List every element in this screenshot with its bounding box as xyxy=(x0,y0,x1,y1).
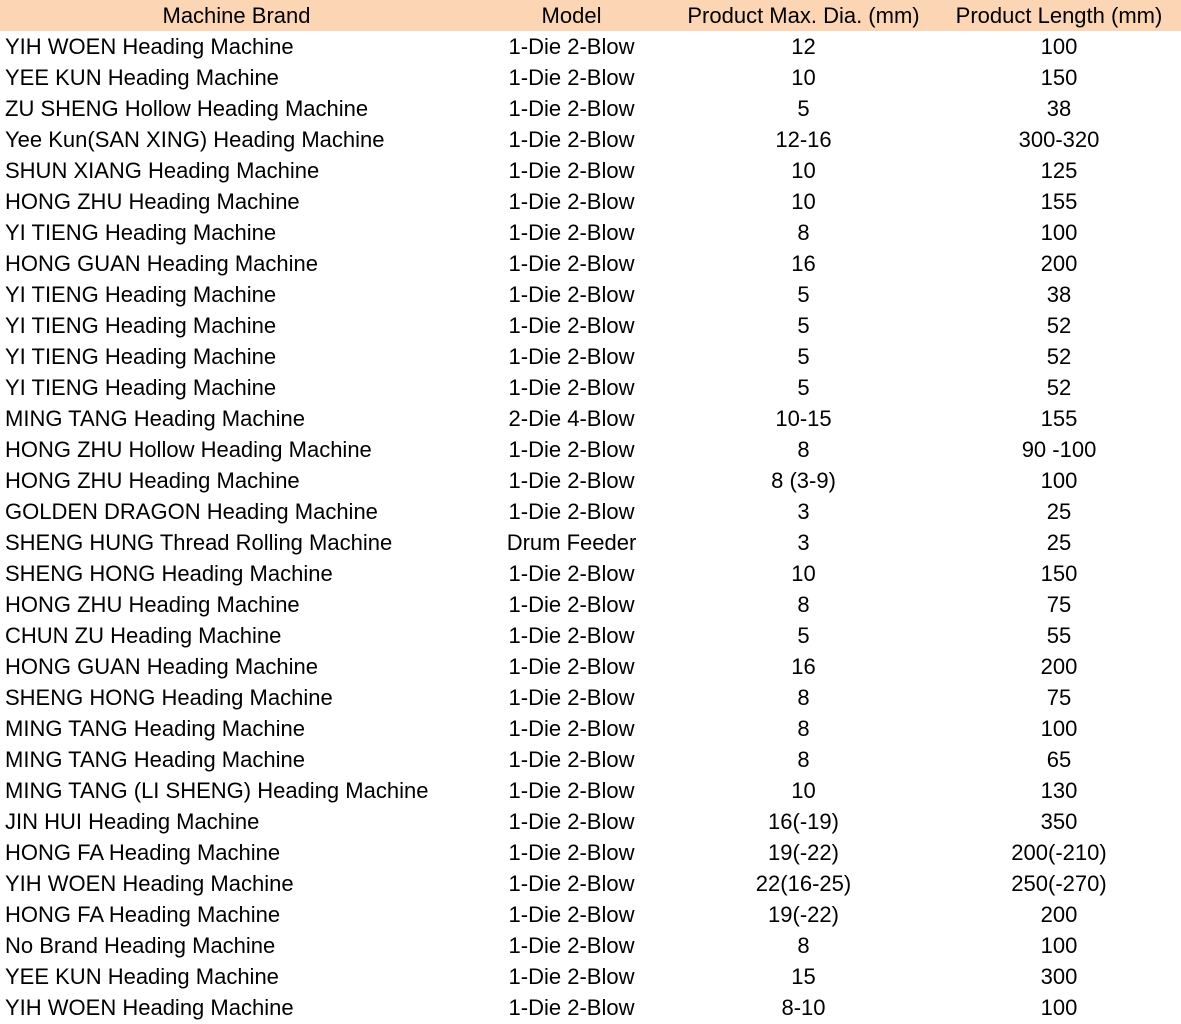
cell-model: 1-Die 2-Blow xyxy=(508,871,635,896)
cell-model: 1-Die 2-Blow xyxy=(508,747,635,772)
cell-product-max-dia: 19(-22) xyxy=(768,902,839,927)
table-row xyxy=(0,744,1181,775)
cell-model: 2-Die 4-Blow xyxy=(508,406,635,431)
cell-product-length: 155 xyxy=(1040,406,1078,431)
cell-product-max-dia: 22(16-25) xyxy=(755,871,852,896)
cell-model: 1-Die 2-Blow xyxy=(508,623,635,648)
cell-model: 1-Die 2-Blow xyxy=(508,158,635,183)
header-machine-brand: Machine Brand xyxy=(162,3,311,28)
table-row xyxy=(0,806,1181,837)
cell-model: 1-Die 2-Blow xyxy=(508,251,635,276)
cell-product-max-dia: 10-15 xyxy=(775,406,832,431)
table-row xyxy=(0,837,1181,868)
table-row xyxy=(0,310,1181,341)
cell-product-max-dia: 8 (3-9) xyxy=(771,468,836,493)
cell-machine-brand: MING TANG Heading Machine xyxy=(5,406,305,431)
cell-machine-brand: HONG GUAN Heading Machine xyxy=(5,251,319,276)
cell-model: 1-Die 2-Blow xyxy=(508,995,635,1020)
cell-product-length: 150 xyxy=(1040,65,1078,90)
cell-product-length: 75 xyxy=(1046,592,1072,617)
cell-model: 1-Die 2-Blow xyxy=(508,344,635,369)
table-row xyxy=(0,589,1181,620)
cell-product-length: 100 xyxy=(1040,716,1078,741)
cell-machine-brand: HONG ZHU Hollow Heading Machine xyxy=(5,437,372,462)
cell-model: 1-Die 2-Blow xyxy=(508,313,635,338)
cell-machine-brand: HONG FA Heading Machine xyxy=(5,840,281,865)
cell-product-max-dia: 8 xyxy=(797,933,810,958)
header-product-max-dia: Product Max. Dia. (mm) xyxy=(687,3,920,28)
cell-product-length: 200 xyxy=(1040,251,1078,276)
cell-product-length: 65 xyxy=(1046,747,1072,772)
table-row xyxy=(0,713,1181,744)
cell-machine-brand: YIH WOEN Heading Machine xyxy=(5,995,294,1020)
cell-model: 1-Die 2-Blow xyxy=(508,96,635,121)
table-row xyxy=(0,279,1181,310)
cell-machine-brand: JIN HUI Heading Machine xyxy=(5,809,260,834)
cell-product-length: 130 xyxy=(1040,778,1078,803)
cell-model: Drum Feeder xyxy=(506,530,637,555)
table-row xyxy=(0,434,1181,465)
cell-product-length: 250(-270) xyxy=(1011,871,1107,896)
header-product-length: Product Length (mm) xyxy=(955,3,1163,28)
cell-machine-brand: SHUN XIANG Heading Machine xyxy=(5,158,320,183)
cell-product-length: 200 xyxy=(1040,654,1078,679)
cell-product-length: 155 xyxy=(1040,189,1078,214)
cell-product-length: 350 xyxy=(1040,809,1078,834)
cell-machine-brand: HONG GUAN Heading Machine xyxy=(5,654,319,679)
cell-model: 1-Die 2-Blow xyxy=(508,127,635,152)
cell-product-length: 100 xyxy=(1040,468,1078,493)
cell-machine-brand: SHENG HONG Heading Machine xyxy=(5,685,333,710)
table-row xyxy=(0,62,1181,93)
cell-machine-brand: MING TANG (LI SHENG) Heading Machine xyxy=(5,778,429,803)
cell-product-max-dia: 10 xyxy=(791,65,816,90)
table-row xyxy=(0,248,1181,279)
cell-product-max-dia: 16 xyxy=(791,251,816,276)
cell-machine-brand: YIH WOEN Heading Machine xyxy=(5,34,294,59)
cell-product-length: 200(-210) xyxy=(1011,840,1107,865)
table-row xyxy=(0,124,1181,155)
cell-product-length: 100 xyxy=(1040,995,1078,1020)
cell-model: 1-Die 2-Blow xyxy=(508,685,635,710)
table-row xyxy=(0,558,1181,589)
cell-product-max-dia: 8 xyxy=(797,685,810,710)
cell-product-length: 90 -100 xyxy=(1021,437,1097,462)
header-row xyxy=(0,0,1181,31)
cell-model: 1-Die 2-Blow xyxy=(508,499,635,524)
table-row xyxy=(0,465,1181,496)
cell-product-length: 55 xyxy=(1046,623,1072,648)
cell-model: 1-Die 2-Blow xyxy=(508,592,635,617)
cell-product-max-dia: 16(-19) xyxy=(768,809,839,834)
cell-product-length: 200 xyxy=(1040,902,1078,927)
cell-product-max-dia: 8 xyxy=(797,592,810,617)
table-body xyxy=(0,31,1181,1023)
cell-product-length: 75 xyxy=(1046,685,1072,710)
cell-product-max-dia: 5 xyxy=(797,313,810,338)
cell-product-max-dia: 8 xyxy=(797,716,810,741)
cell-product-max-dia: 8 xyxy=(797,747,810,772)
table-row xyxy=(0,496,1181,527)
cell-model: 1-Die 2-Blow xyxy=(508,964,635,989)
cell-product-length: 52 xyxy=(1046,344,1072,369)
cell-product-max-dia: 8 xyxy=(797,437,810,462)
cell-model: 1-Die 2-Blow xyxy=(508,778,635,803)
cell-product-length: 125 xyxy=(1040,158,1078,183)
cell-machine-brand: YI TIENG Heading Machine xyxy=(5,220,277,245)
cell-product-max-dia: 12 xyxy=(791,34,816,59)
cell-product-max-dia: 10 xyxy=(791,561,816,586)
cell-product-max-dia: 19(-22) xyxy=(768,840,839,865)
cell-product-max-dia: 3 xyxy=(797,530,810,555)
cell-product-max-dia: 10 xyxy=(791,778,816,803)
cell-model: 1-Die 2-Blow xyxy=(508,933,635,958)
cell-product-max-dia: 16 xyxy=(791,654,816,679)
table-row xyxy=(0,403,1181,434)
table-row xyxy=(0,868,1181,899)
table-row xyxy=(0,961,1181,992)
cell-model: 1-Die 2-Blow xyxy=(508,220,635,245)
cell-machine-brand: MING TANG Heading Machine xyxy=(5,747,305,772)
table-row xyxy=(0,155,1181,186)
cell-machine-brand: Yee Kun(SAN XING) Heading Machine xyxy=(5,127,385,152)
cell-product-length: 38 xyxy=(1046,96,1072,121)
cell-machine-brand: SHENG HUNG Thread Rolling Machine xyxy=(5,530,393,555)
cell-product-max-dia: 8-10 xyxy=(781,995,826,1020)
table-row xyxy=(0,682,1181,713)
cell-machine-brand: MING TANG Heading Machine xyxy=(5,716,305,741)
cell-machine-brand: YI TIENG Heading Machine xyxy=(5,375,277,400)
cell-model: 1-Die 2-Blow xyxy=(508,840,635,865)
cell-machine-brand: No Brand Heading Machine xyxy=(5,933,276,958)
cell-machine-brand: HONG ZHU Heading Machine xyxy=(5,189,300,214)
cell-product-max-dia: 8 xyxy=(797,220,810,245)
table-row xyxy=(0,186,1181,217)
cell-product-length: 100 xyxy=(1040,933,1078,958)
cell-machine-brand: YI TIENG Heading Machine xyxy=(5,344,277,369)
cell-machine-brand: YI TIENG Heading Machine xyxy=(5,313,277,338)
header-model: Model xyxy=(541,3,602,28)
table-row xyxy=(0,775,1181,806)
table-row xyxy=(0,992,1181,1023)
cell-model: 1-Die 2-Blow xyxy=(508,437,635,462)
cell-product-length: 38 xyxy=(1046,282,1072,307)
cell-product-length: 100 xyxy=(1040,220,1078,245)
cell-product-length: 100 xyxy=(1040,34,1078,59)
cell-product-max-dia: 15 xyxy=(791,964,816,989)
cell-machine-brand: YI TIENG Heading Machine xyxy=(5,282,277,307)
cell-machine-brand: YIH WOEN Heading Machine xyxy=(5,871,294,896)
cell-model: 1-Die 2-Blow xyxy=(508,809,635,834)
cell-product-max-dia: 5 xyxy=(797,96,810,121)
table-row xyxy=(0,930,1181,961)
cell-machine-brand: HONG ZHU Heading Machine xyxy=(5,468,300,493)
cell-product-max-dia: 10 xyxy=(791,158,816,183)
cell-product-length: 150 xyxy=(1040,561,1078,586)
table-row xyxy=(0,217,1181,248)
cell-machine-brand: HONG FA Heading Machine xyxy=(5,902,281,927)
table-row xyxy=(0,31,1181,62)
cell-model: 1-Die 2-Blow xyxy=(508,282,635,307)
cell-machine-brand: SHENG HONG Heading Machine xyxy=(5,561,333,586)
cell-product-max-dia: 12-16 xyxy=(775,127,832,152)
cell-model: 1-Die 2-Blow xyxy=(508,65,635,90)
cell-machine-brand: YEE KUN Heading Machine xyxy=(5,65,279,90)
cell-product-length: 52 xyxy=(1046,313,1072,338)
cell-product-max-dia: 10 xyxy=(791,189,816,214)
cell-product-max-dia: 3 xyxy=(797,499,810,524)
table-row xyxy=(0,341,1181,372)
cell-model: 1-Die 2-Blow xyxy=(508,716,635,741)
cell-model: 1-Die 2-Blow xyxy=(508,468,635,493)
cell-model: 1-Die 2-Blow xyxy=(508,189,635,214)
cell-product-length: 300 xyxy=(1040,964,1078,989)
cell-product-max-dia: 5 xyxy=(797,375,810,400)
cell-product-max-dia: 5 xyxy=(797,344,810,369)
table-row xyxy=(0,93,1181,124)
cell-machine-brand: HONG ZHU Heading Machine xyxy=(5,592,300,617)
cell-product-length: 300-320 xyxy=(1018,127,1100,152)
cell-model: 1-Die 2-Blow xyxy=(508,902,635,927)
cell-machine-brand: YEE KUN Heading Machine xyxy=(5,964,279,989)
cell-product-length: 25 xyxy=(1046,499,1072,524)
cell-product-max-dia: 5 xyxy=(797,623,810,648)
table-row xyxy=(0,899,1181,930)
cell-model: 1-Die 2-Blow xyxy=(508,375,635,400)
table-row xyxy=(0,527,1181,558)
cell-model: 1-Die 2-Blow xyxy=(508,561,635,586)
table-row xyxy=(0,372,1181,403)
cell-product-length: 25 xyxy=(1046,530,1072,555)
cell-product-length: 52 xyxy=(1046,375,1072,400)
table-row xyxy=(0,651,1181,682)
cell-model: 1-Die 2-Blow xyxy=(508,654,635,679)
cell-machine-brand: CHUN ZU Heading Machine xyxy=(5,623,282,648)
cell-model: 1-Die 2-Blow xyxy=(508,34,635,59)
table-row xyxy=(0,620,1181,651)
cell-product-max-dia: 5 xyxy=(797,282,810,307)
cell-machine-brand: GOLDEN DRAGON Heading Machine xyxy=(5,499,378,524)
table-header xyxy=(0,0,1181,31)
cell-machine-brand: ZU SHENG Hollow Heading Machine xyxy=(5,96,369,121)
